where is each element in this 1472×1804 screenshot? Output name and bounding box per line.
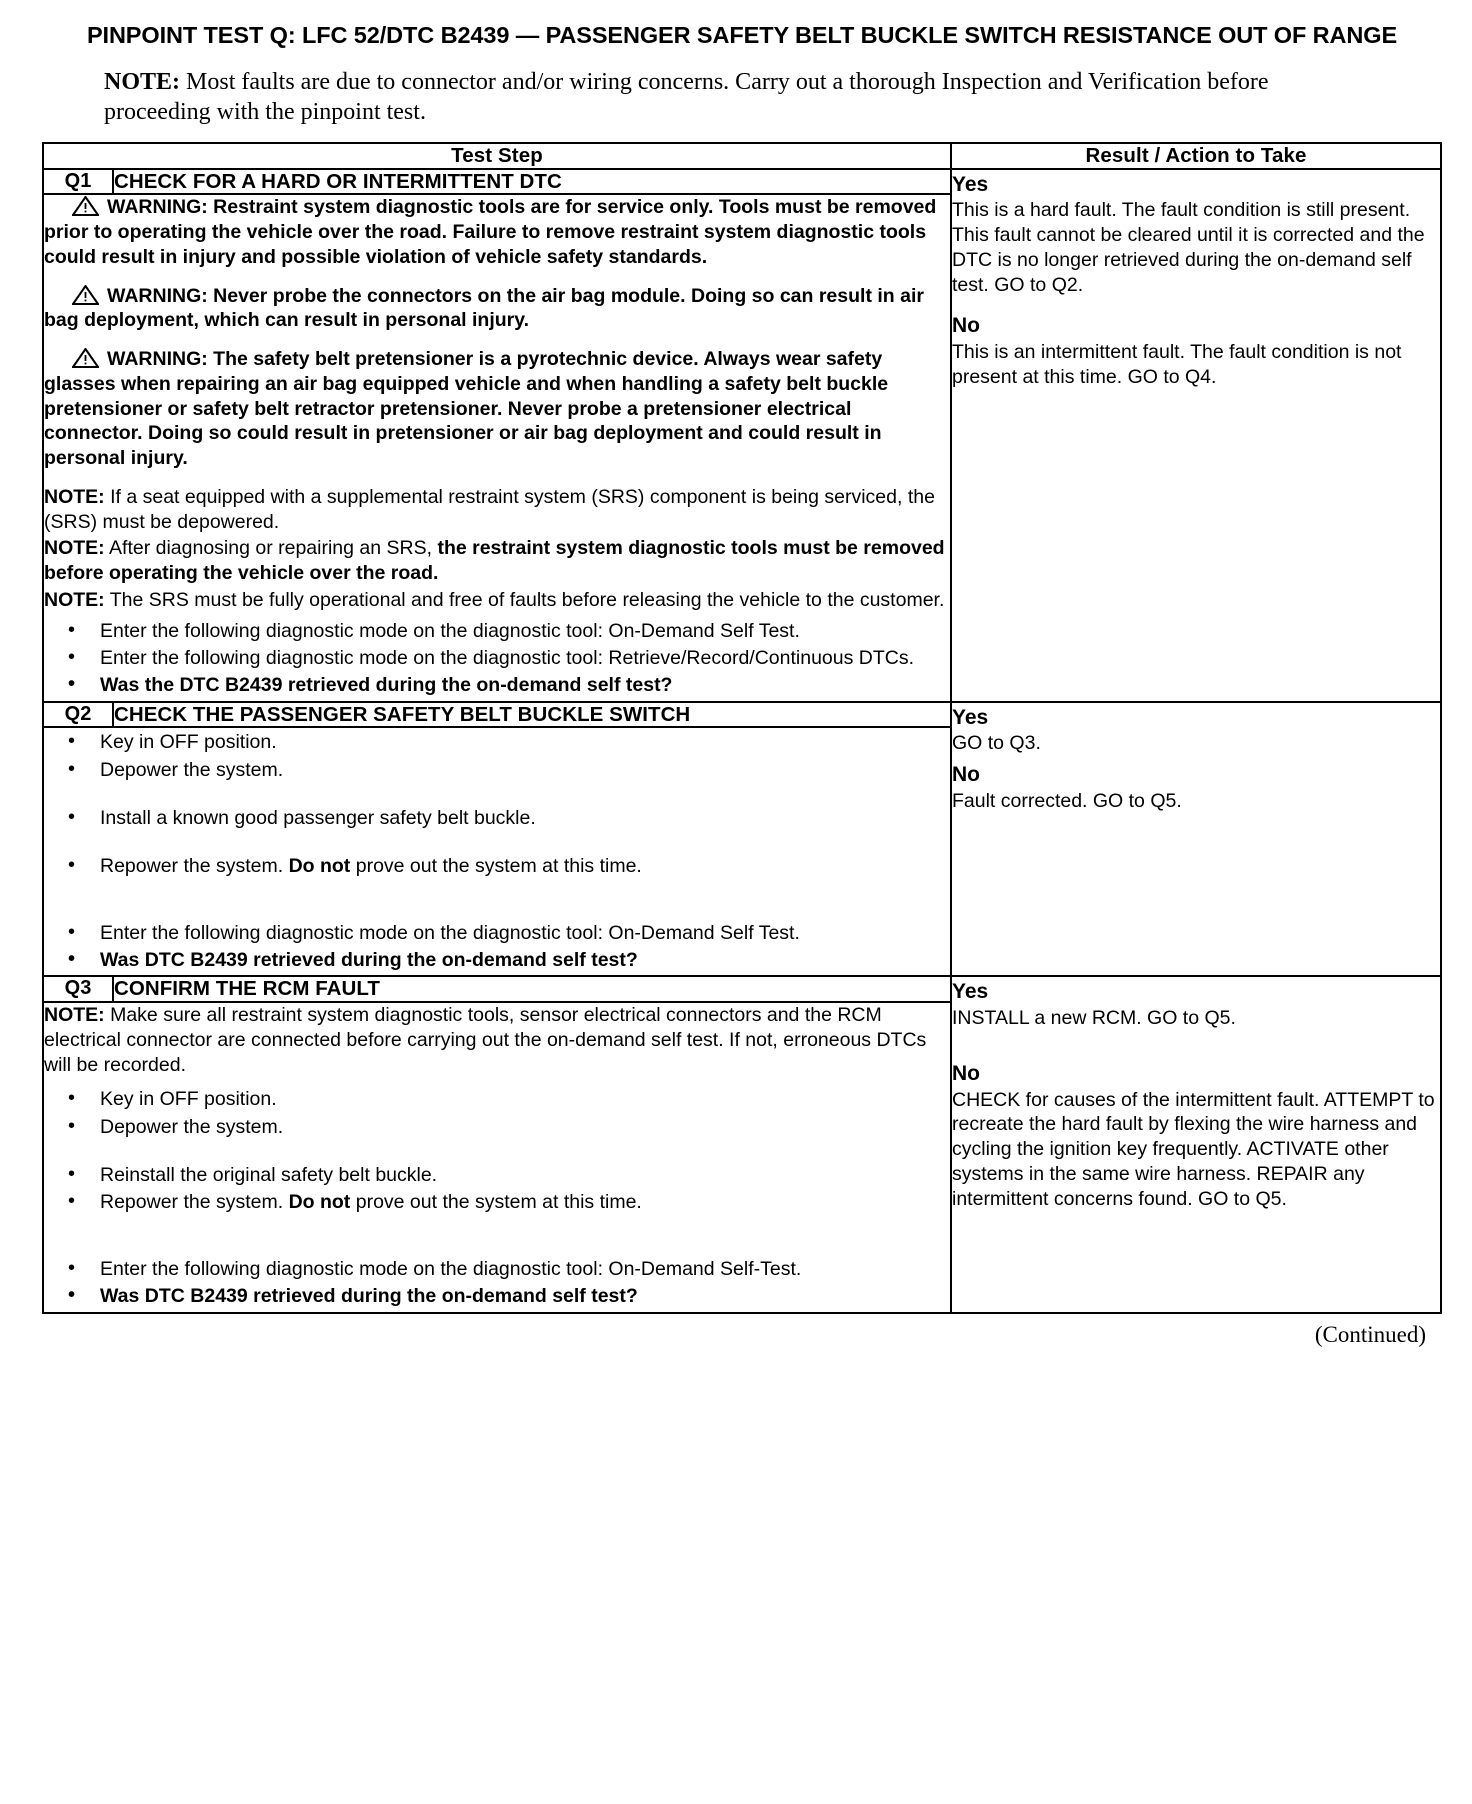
table-row [43,169,1441,195]
result-answer-yes-q1: Yes [952,172,989,196]
result-answer-no-q3: No [952,1061,980,1085]
warning-2 [44,284,950,334]
result-text-no-q2: Fault corrected. GO to Q5. [952,789,1182,812]
note-q3-text: Make sure all restraint system diagnostic tools, sensor electrical connectors and the RCM electrical connector are connected before carrying out the on-demand self test. If not, erroneous DTCs will be recorded. [44,1004,927,1076]
list-item: • Install a known good passenger safety belt buckle. [44,806,950,830]
warning-triangle-icon [72,348,99,368]
top-note-text: Most faults are due to connector and/or wiring concerns. Carry out a thorough Inspection and Verification before proceeding with the pinpoint test. [104,69,1269,126]
note-2-q1 [44,536,950,586]
note-1-text: If a seat equipped with a supplemental restraint system (SRS) component is being serviced, the (SRS) must be depowered. [44,485,935,533]
list-item: • Was the DTC B2439 retrieved during the on-demand self test? [44,673,950,697]
note-3-q1 [44,588,950,613]
warning-1-text: WARNING: Restraint system diagnostic tools are for service only. Tools must be removed prior to operating the vehicle over the road. Failure to remove restraint system diagnostic tools could result in injury and possible violation of vehicle safety standards. [44,196,937,268]
result-cell-q2 [951,702,1441,977]
note-q3-label: NOTE: [44,1004,105,1027]
header-result-action: Result / Action to Take [951,143,1441,169]
list-item: • Was DTC B2439 retrieved during the on-demand self test? [44,948,950,972]
top-note-label: NOTE: [104,69,181,96]
warning-1 [44,195,950,269]
note-2-bold-tail: the restraint system diagnostic tools must be removed before operating the vehicle over the road. [44,537,945,585]
note-1-label: NOTE: [44,485,105,508]
result-text-yes-q2: GO to Q3. [952,732,1041,755]
result-cell-q1 [951,169,1441,702]
list-item: • Was DTC B2439 retrieved during the on-demand self test? [44,1284,950,1308]
result-cell-q3 [951,976,1441,1312]
step-body-q1 [43,194,951,701]
warning-triangle-icon [72,285,99,305]
warning-triangle-icon [72,196,99,216]
note-1-q1 [44,485,950,535]
note-2-text: After diagnosing or repairing an SRS, [104,537,438,560]
note-3-text: The SRS must be fully operational and free of faults before releasing the vehicle to the customer. [104,588,945,611]
step-id-q3: Q3 [43,976,113,1002]
step-body-q2 [43,727,951,976]
note-3-label: NOTE: [44,588,105,611]
top-note [104,67,1284,127]
step-id-q2: Q2 [43,702,113,728]
result-answer-no-q2: No [952,763,980,787]
page-title: PINPOINT TEST Q: LFC 52/DTC B2439 — PASSENGER SAFETY BELT BUCKLE SWITCH RESISTANCE OUT OF RANGE [86,22,1398,48]
bullet-list-q2 [44,730,950,972]
result-answer-yes-q3: Yes [952,980,989,1004]
bullet-list-q3 [44,1087,950,1308]
list-item: • Enter the following diagnostic mode on the diagnostic tool: On-Demand Self-Test. [44,1257,950,1281]
step-title-q3: CONFIRM THE RCM FAULT [113,976,951,1002]
list-item-emphasis: Do not [288,855,351,878]
pinpoint-test-table [42,142,1442,1314]
list-item: • Enter the following diagnostic mode on the diagnostic tool: On-Demand Self Test. [44,921,950,945]
header-test-step: Test Step [43,143,951,169]
list-item: • Repower the system. Do not prove out the system at this time. [44,1190,950,1214]
list-item-emphasis: Do not [288,1191,351,1214]
bullet-list-q1 [44,619,950,698]
warning-3 [44,347,950,471]
list-item: • Enter the following diagnostic mode on the diagnostic tool: On-Demand Self Test. [44,619,950,643]
step-title-q2: CHECK THE PASSENGER SAFETY BELT BUCKLE SWITCH [113,702,951,728]
warning-2-text: WARNING: Never probe the connectors on the air bag module. Doing so can result in air bag deployment, which can result in personal injury. [44,284,924,332]
note-2-label: NOTE: [44,537,105,560]
result-text-yes-q3: INSTALL a new RCM. GO to Q5. [952,1007,1236,1030]
step-body-q3 [43,1002,951,1313]
table-row [43,702,1441,728]
step-title-q1: CHECK FOR A HARD OR INTERMITTENT DTC [113,169,951,195]
note-q3 [44,1003,950,1077]
result-answer-yes-q2: Yes [952,705,989,729]
list-item: • Reinstall the original safety belt buckle. [44,1163,950,1187]
continued-label: (Continued) [1314,1321,1426,1347]
list-item: • Depower the system. [44,1115,950,1139]
result-text-no-q3: CHECK for causes of the intermittent fault. ATTEMPT to recreate the hard fault by flexing the wire harness and cycling the ignition key frequently. ACTIVATE other systems in the same wire harness. REPAIR any intermittent concerns found. GO to Q5. [952,1088,1435,1210]
list-item: • Depower the system. [44,758,950,782]
list-item: • Key in OFF position. [44,1087,950,1111]
warning-3-text: WARNING: The safety belt pretensioner is a pyrotechnic device. Always wear safety glasses when repairing an air bag equipped vehicle and when handling a safety belt buckle pretensioner or safety belt retractor pretensioner. Never probe a pretensioner electrical connector. Doing so could result in pretensioner or air bag deployment and could result in personal injury. [44,348,889,470]
list-item: • Repower the system. Do not prove out the system at this time. [44,854,950,878]
list-item: • Enter the following diagnostic mode on the diagnostic tool: Retrieve/Record/Continuous DTCs. [44,646,950,670]
step-id-q1: Q1 [43,169,113,195]
result-text-yes-q1: This is a hard fault. The fault condition is still present. This fault cannot be cleared until it is corrected and the DTC is no longer retrieved during the on-demand self test. GO to Q2. [952,199,1425,296]
result-text-no-q1: This is an intermittent fault. The fault condition is not present at this time. GO to Q4. [952,341,1402,388]
table-row [43,976,1441,1002]
result-answer-no-q1: No [952,314,980,338]
list-item: • Key in OFF position. [44,730,950,754]
table-header-row [43,143,1441,169]
